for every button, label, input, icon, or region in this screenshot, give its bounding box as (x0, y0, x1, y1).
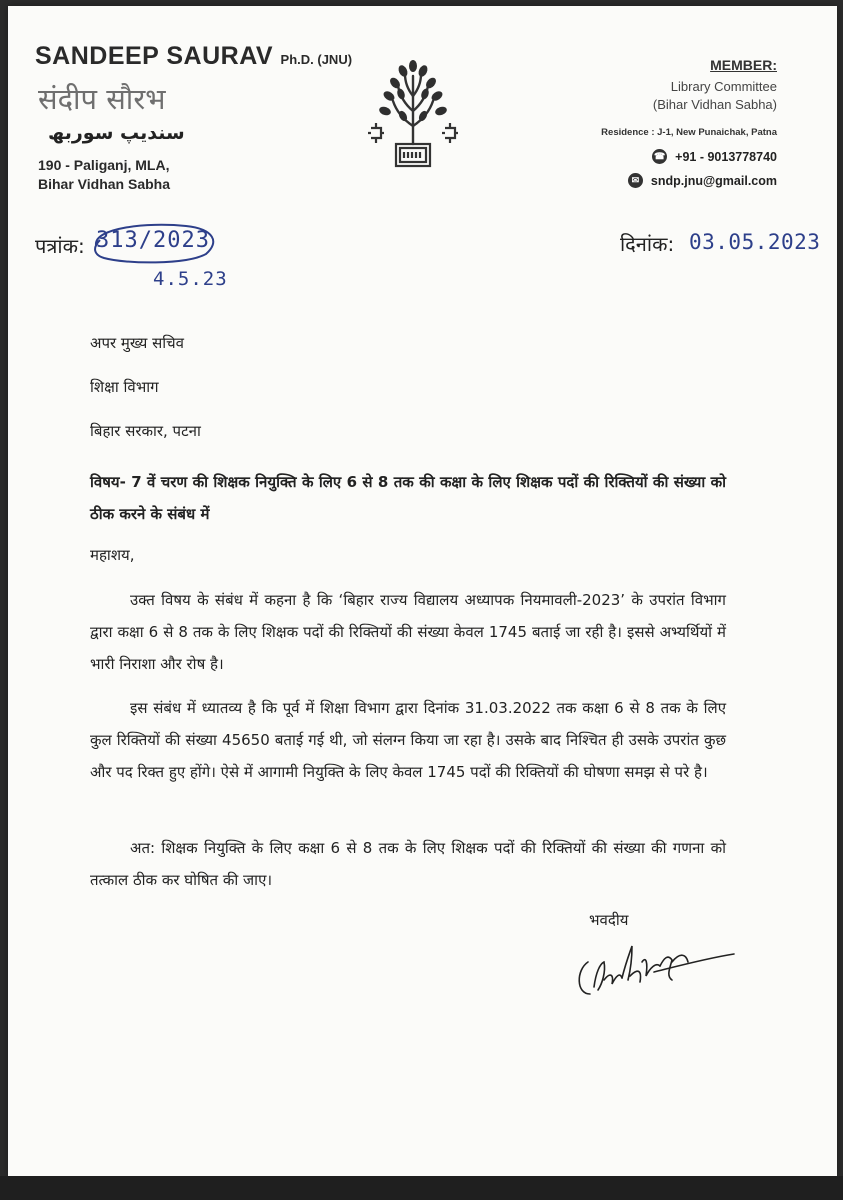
email-icon: ✉ (628, 173, 643, 188)
sender-address (38, 156, 170, 194)
phone-number: +91 - 9013778740 (675, 149, 777, 164)
date-label: दिनांक: (620, 232, 675, 256)
recipient-line-2: शिक्षा विभाग (90, 378, 159, 396)
phone-contact (652, 149, 777, 164)
member-line-2: (Bihar Vidhan Sabha) (652, 97, 777, 112)
member-title: MEMBER: (710, 57, 777, 73)
phone-icon: ☎ (652, 149, 667, 164)
member-committee (653, 78, 777, 114)
bihar-emblem-icon (363, 56, 463, 176)
reference-received-date: 4.5.23 (153, 268, 228, 290)
reference-label: पत्रांक: (35, 234, 85, 258)
sender-name-hindi: संदीप सौरभ (38, 82, 166, 116)
body-paragraph-2: इस संबंध में ध्यातव्य है कि पूर्व में शिक्षा विभाग द्वारा दिनांक 31.03.2022 तक कक्षा 6 से 8 तक के लिए कुल रिक्तियों की संख्या 45650 बताई गई थी, जो संलग्न किया जा रहा है। उसके बाद निश्चित ही उसके उपरांत कुछ और पद रिक्त हुए होंगे। ऐसे में आगामी नियुक्ति के लिए केवल 1745 पदों की रिक्तियों की घोषणा समझ से परे है। (90, 699, 726, 781)
handwritten-signature (568, 932, 738, 1002)
email-address: sndp.jnu@gmail.com (650, 173, 777, 188)
residence-address: Residence : J-1, New Punaichak, Patna (601, 127, 777, 138)
recipient-line-1: अपर मुख्य सचिव (90, 334, 184, 352)
sender-name-urdu: سندیپ سوربھ (48, 122, 185, 144)
sender-degree: Ph.D. (JNU) (280, 52, 353, 67)
letter-page (8, 6, 837, 1176)
closing: भवदीय (589, 911, 629, 929)
email-contact (628, 173, 777, 188)
sender-name-english (35, 42, 352, 71)
member-line-1: Library Committee (670, 79, 777, 94)
sender-name-text: SANDEEP SAURAV (35, 42, 274, 70)
body-paragraph-3: अत: शिक्षक नियुक्ति के लिए कक्षा 6 से 8 तक के लिए शिक्षक पदों की रिक्तियों की संख्या की गणना को तत्काल ठीक कर घोषित की जाए। (90, 839, 726, 889)
reference-number: 313/2023 (96, 228, 210, 253)
screenshot-bottom-strip (0, 1176, 843, 1200)
sender-address-line-2: Bihar Vidhan Sabha (38, 176, 170, 192)
letter-subject: विषय- 7 वें चरण की शिक्षक नियुक्ति के लिए 6 से 8 तक की कक्षा के लिए शिक्षक पदों की रिक्तियों की संख्या को ठीक करने के संबंध में (90, 473, 726, 523)
salutation: महाशय, (90, 546, 135, 564)
body-paragraph-1: उक्त विषय के संबंध में कहना है कि ‘बिहार राज्य विद्यालय अध्यापक नियमावली-2023’ के उपरांत विभाग द्वारा कक्षा 6 से 8 तक के लिए शिक्षक पदों की रिक्तियों की संख्या केवल 1745 बताई जा रही है। इससे अभ्यर्थियों में भारी निराशा और रोष है। (90, 591, 726, 673)
recipient-line-3: बिहार सरकार, पटना (90, 422, 201, 440)
sender-address-line-1: 190 - Paliganj, MLA, (38, 157, 170, 173)
letter-date: 03.05.2023 (689, 230, 821, 254)
